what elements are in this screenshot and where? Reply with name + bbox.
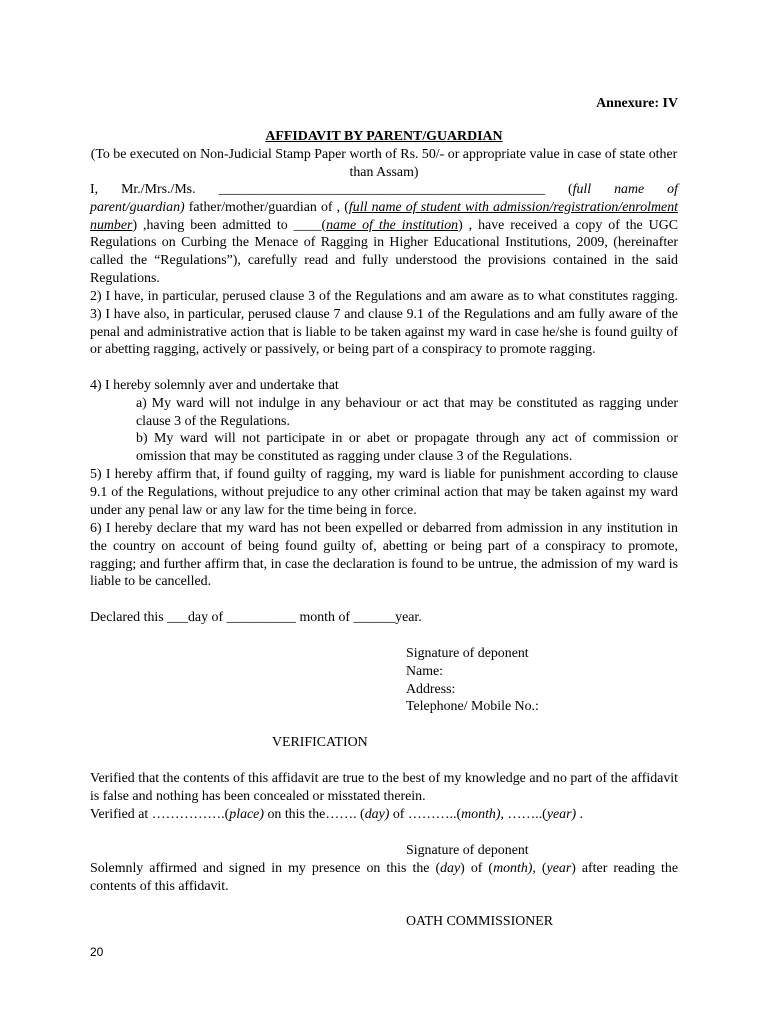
solemn-d: ) after reading the contents of this affidavit. [90,861,679,894]
p1-text-d: father/mother/guardian of , ( [184,199,349,215]
month-note: month) [461,807,501,822]
solemn-day: day [440,861,461,876]
solemn-c: ( [535,861,547,876]
day-note: day) [364,807,390,822]
verification-heading: VERIFICATION [272,735,368,750]
paragraph-6: 6) I hereby declare that my ward has not been expelled or debarred from admission in any institution in the country on account of being found guilty of, abetting or being part of a conspiracy to promote, ragging; and further affirm that, in case the declaration is found to be untrue, the admission of my ward is liable to be cancelled. [90,521,678,590]
document-subtitle: (To be executed on Non-Judicial Stamp Paper worth of Rs. 50/- or appropriate value in case of state other than Assam) [90,147,678,180]
p1-text-f: ) ,having been admitted to [132,217,294,233]
p1-text-b: ( [545,182,573,197]
verified-at-e: . [576,807,584,822]
paragraph-1 [90,181,678,288]
verification-text: Verified that the contents of this affidavit are true to the best of my knowledge and no part of the affidavit is false and nothing has been concealed or misstated therein. [90,771,678,804]
verified-at-a: Verified at …………….( [90,807,230,822]
solemn-a: Solemnly affirmed and signed in my presence on this the ( [90,861,441,876]
declared-line: Declared this ___day of __________ month of ______year. [90,610,422,625]
p1-parent-note: full name of parent/guardian) [90,182,678,215]
p1-text-a: I, Mr./Mrs./Ms. [90,182,219,197]
verified-at-line [90,806,678,824]
signature-of-deponent-2: Signature of deponent [406,843,529,858]
annexure-label: Annexure: IV [596,96,678,111]
solemn-b: ) of ( [460,861,494,876]
signature-of-deponent: Signature of deponent [406,646,529,661]
paragraph-5: 5) I hereby affirm that, if found guilty of ragging, my ward is liable for punishment according to clause 9.1 of the Regulations, without prejudice to any other criminal action that may be taken against my ward under any penal law or any law for the time being in force. [90,467,678,518]
verified-at-c: of ………..( [389,807,462,822]
paragraph-4b: b) My ward will not participate in or abet or propagate through any act of commission or omission that may be constituted as ragging under clause 3 of the Regulations. [136,431,678,464]
p1-student-note: full name of student with admission/registration/enrolment number [90,199,678,233]
name-field: Name: [406,663,444,679]
oath-commissioner: OATH COMMISSIONER [406,914,554,929]
place-note: place) [229,807,264,822]
telephone-field: Telephone/ Mobile No.: [406,699,539,715]
verified-at-b: on this the……. ( [263,807,365,822]
page-number: 20 [90,945,104,959]
solemn-affirmation [90,860,678,896]
p1-text-i: ) , have received a copy of the UGC Regulations on Curbing the Menace of Ragging in Higher Educational Institutions, 2009, (hereinafter called the “Regulations”), carefully read and fully understood the provisions contained in the said Regulations. [90,217,678,286]
verified-at-d: , ……..( [500,807,547,822]
year-note: year) [546,807,577,822]
name-blank: _______________________________________________ [218,182,545,197]
paragraph-4: 4) I hereby solemnly aver and undertake that [90,378,339,393]
p1-institution-note: name of the institution [326,217,459,233]
signature-block-1 [406,645,539,716]
address-field: Address: [406,681,456,697]
solemn-month: month), [493,861,536,876]
document-title: AFFIDAVIT BY PARENT/GUARDIAN [265,129,503,144]
paragraph-2-3: 2) I have, in particular, perused clause 3 of the Regulations and am aware as to what constitutes ragging. 3) I have also, in particular, perused clause 7 and clause 9.1 of the Regulations and am fully aware of the penal and administrative action that is liable to be taken against my ward in case he/she is found guilty of or abetting ragging, actively or passively, or being part of a conspiracy to promote ragging. [90,289,678,358]
solemn-year: year [546,861,572,876]
p1-text-g: ____( [293,217,327,233]
paragraph-4a: a) My ward will not indulge in any behaviour or act that may be constituted as ragging under clause 3 of the Regulations. [136,396,678,429]
